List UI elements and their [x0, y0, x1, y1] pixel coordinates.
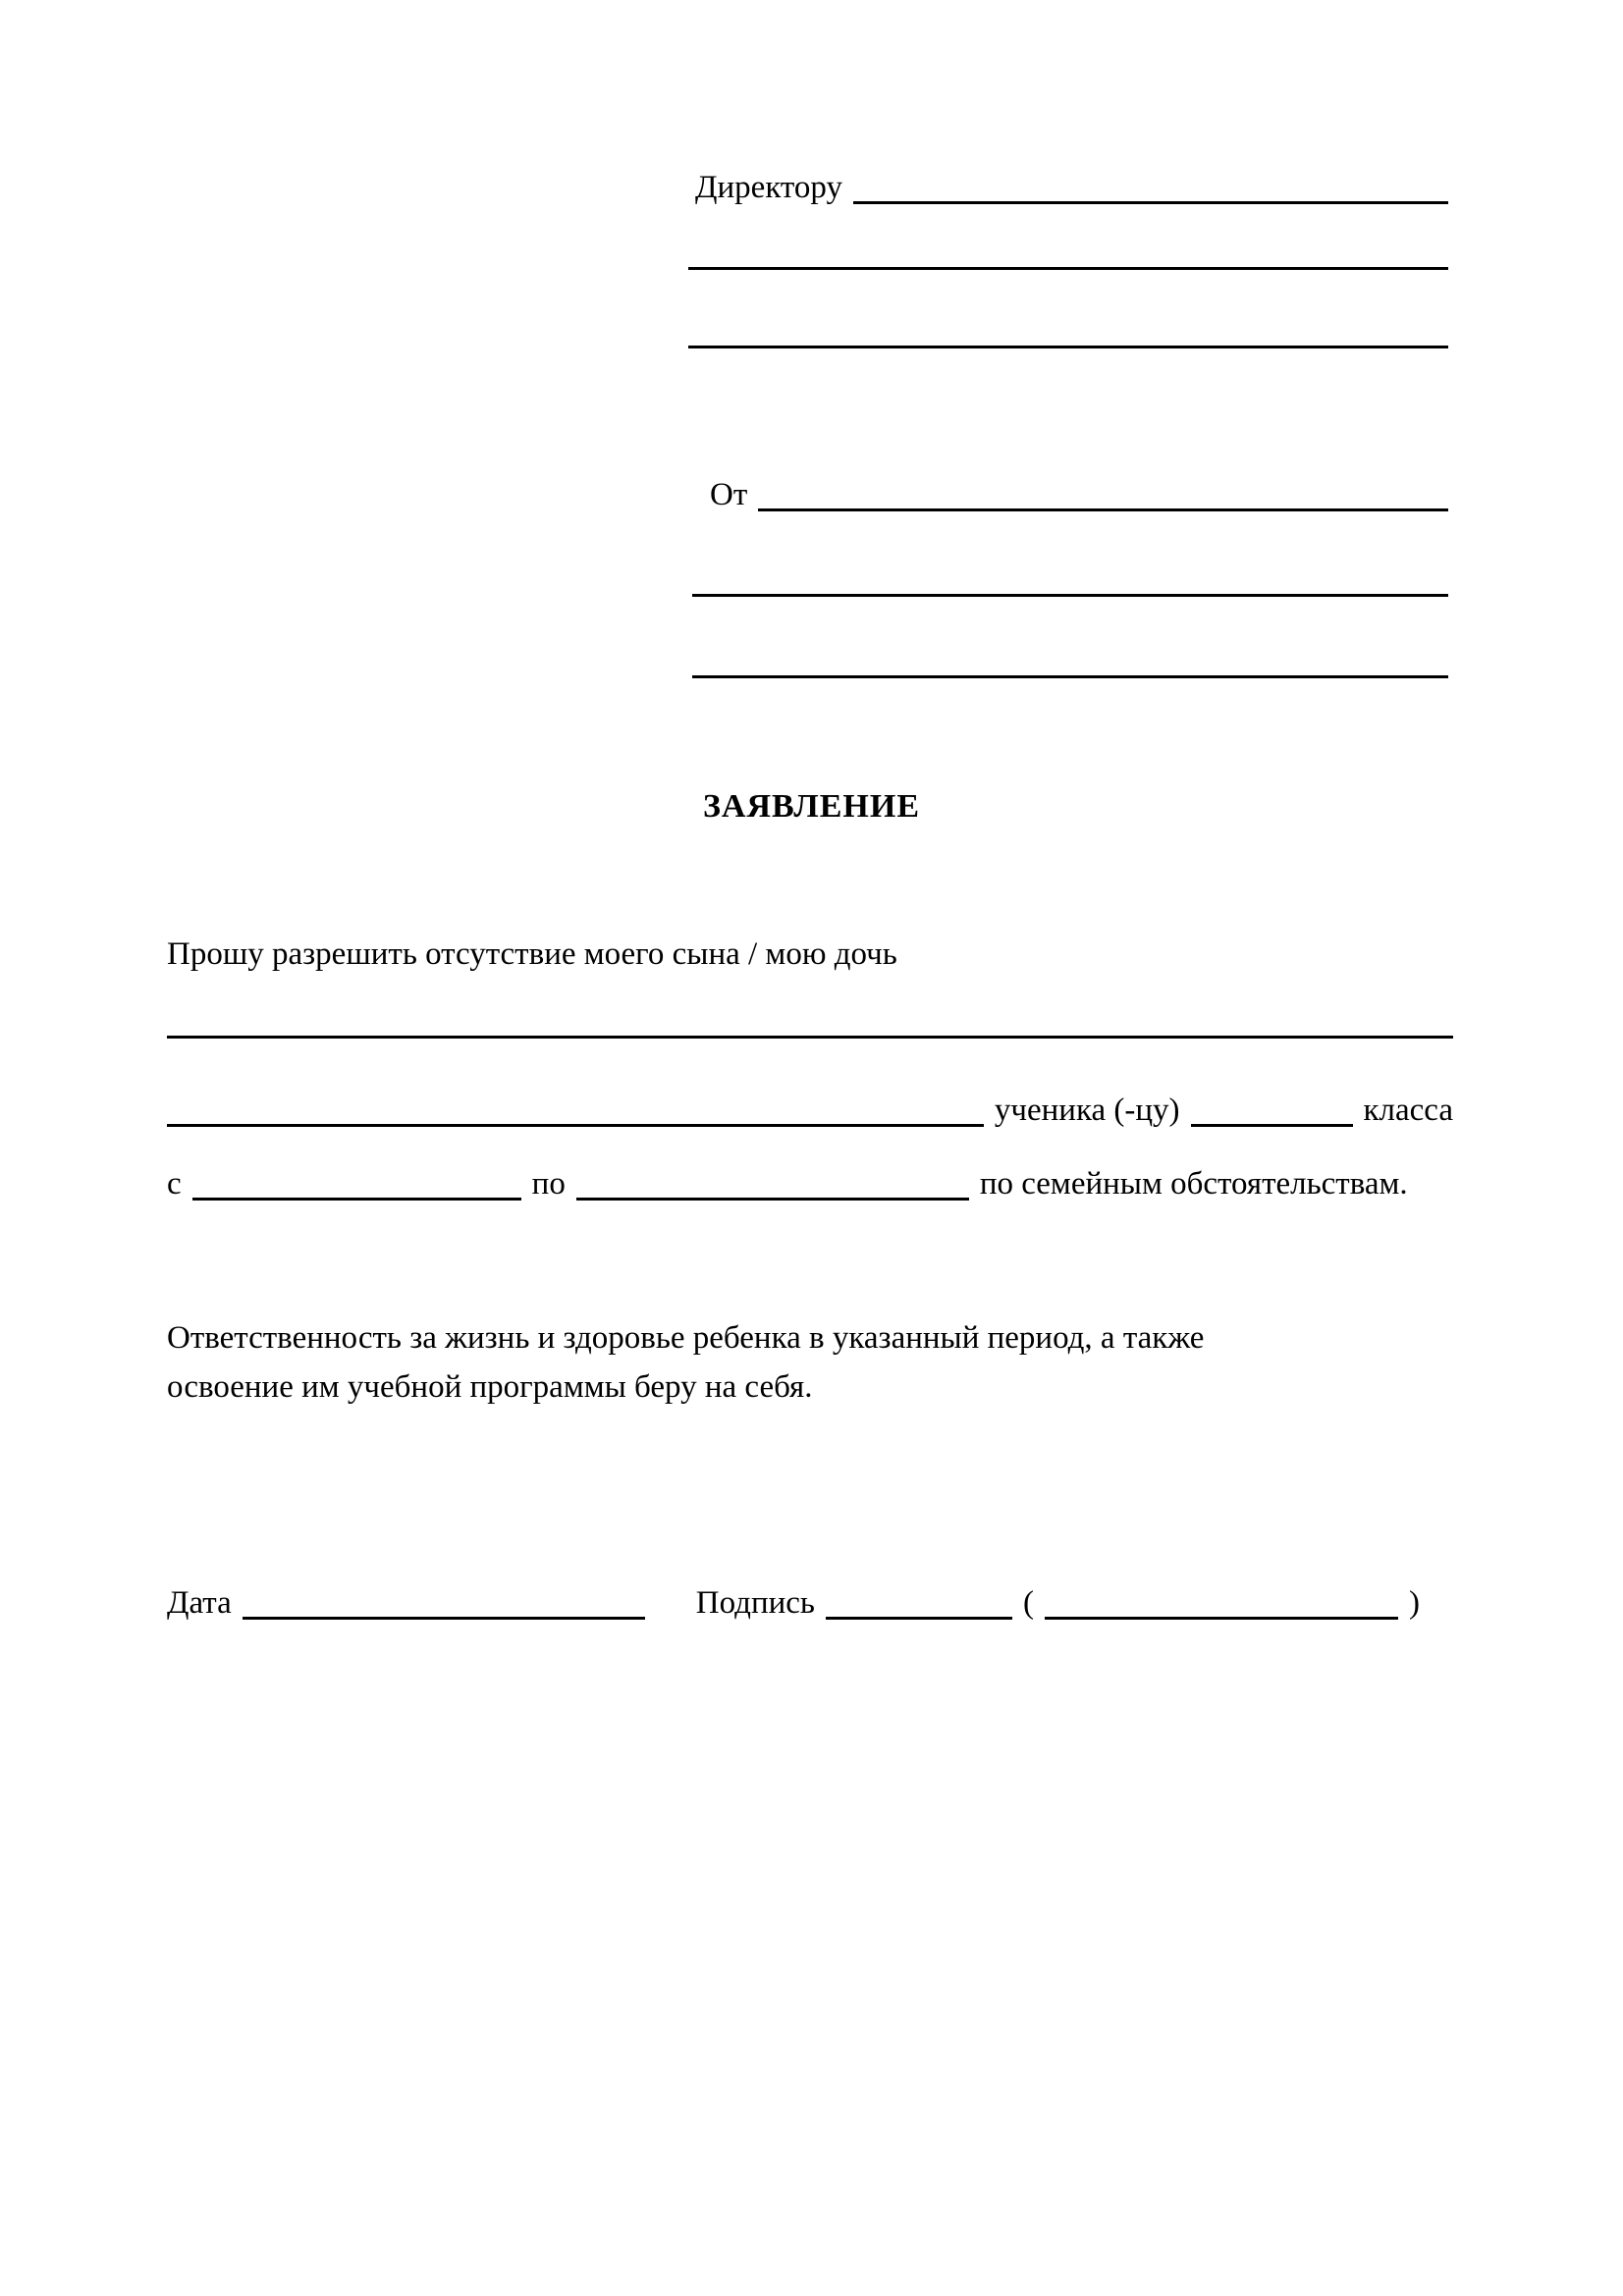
- spacer: [656, 1619, 685, 1620]
- label-text: Дата: [167, 1585, 232, 1621]
- blank-field: [688, 226, 1448, 270]
- label-text: От: [710, 477, 748, 512]
- blank-field: [692, 553, 1448, 597]
- label-text: (: [1022, 1585, 1034, 1621]
- label-text: ученика (-цу): [994, 1093, 1180, 1128]
- blank-field: [826, 1575, 1012, 1620]
- label-text: по семейным обстоятельствам.: [979, 1166, 1408, 1201]
- date-signature-row: [167, 1578, 1453, 1620]
- label-text: ): [1408, 1585, 1420, 1621]
- blank-field: [1191, 1083, 1353, 1127]
- label-text: по: [531, 1166, 566, 1201]
- from-row: [710, 470, 1448, 511]
- label-text: класса: [1363, 1093, 1453, 1128]
- blank-field: [688, 304, 1448, 348]
- responsibility-line-2: освоение им учебной программы беру на себя.: [167, 1369, 813, 1405]
- child-name-blank-line: [167, 997, 1453, 1039]
- director-continuation-line-2: [688, 307, 1448, 348]
- blank-field: [167, 994, 1453, 1039]
- director-row: [695, 163, 1448, 204]
- responsibility-line-1: Ответственность за жизнь и здоровье ребенка в указанный период, а также: [167, 1320, 1205, 1356]
- document-title: ЗАЯВЛЕНИЕ: [702, 788, 921, 825]
- blank-field: [243, 1575, 645, 1620]
- blank-field: [692, 634, 1448, 678]
- from-continuation-line-2: [692, 637, 1448, 678]
- from-continuation-line-1: [692, 556, 1448, 597]
- blank-field: [853, 160, 1448, 204]
- director-continuation-line-1: [688, 229, 1448, 270]
- blank-field: [1045, 1575, 1398, 1620]
- label-text: Директору: [695, 170, 842, 205]
- label-text: с: [167, 1166, 182, 1201]
- blank-field: [167, 1083, 984, 1127]
- blank-field: [758, 467, 1448, 511]
- label-text: Подпись: [695, 1585, 815, 1621]
- responsibility-paragraph: [167, 1313, 1204, 1412]
- blank-field: [192, 1156, 521, 1201]
- request-sentence: Прошу разрешить отсутствие моего сына / мою дочь: [167, 936, 897, 972]
- blank-field: [576, 1156, 969, 1201]
- student-class-row: [167, 1086, 1453, 1127]
- dates-row: [167, 1159, 1453, 1201]
